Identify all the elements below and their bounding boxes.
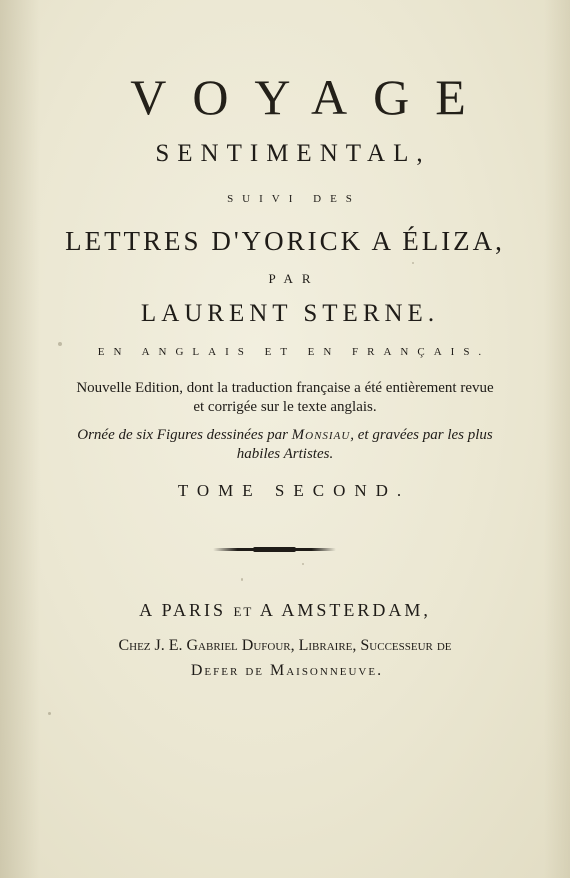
place-et: ET <box>233 604 254 619</box>
suivi-des-line: SUIVI DES <box>227 193 361 205</box>
illustration-note-line-2: habiles Artistes. <box>236 446 334 462</box>
par-line: PAR <box>268 271 320 286</box>
predecessor-line: Defer de Maisonneuve. <box>190 662 384 679</box>
paper-speck <box>58 342 62 346</box>
languages-line: EN ANGLAIS ET EN FRANÇAIS. <box>97 346 491 358</box>
book-title: VOYAGE <box>130 69 492 125</box>
author-name: LAURENT STERNE. <box>140 300 440 327</box>
paper-speck <box>48 712 51 715</box>
volume-label: TOME SECOND. <box>177 481 411 500</box>
illustration-note-text-b: , et gravées par les plus <box>350 427 493 443</box>
paper-speck <box>241 578 243 581</box>
place-paris: A PARIS <box>139 600 234 620</box>
edition-note-line-2: et corrigée sur le texte anglais. <box>193 399 377 415</box>
illustration-note-text-a: Ornée de six Figures dessinées par <box>77 427 292 443</box>
edition-note-line-1: Nouvelle Edition, dont la traduction française a été entièrement revue <box>76 380 494 396</box>
lettres-line: LETTRES D'YORICK A ÉLIZA, <box>65 226 505 256</box>
illustrator-name: Monsiau <box>291 427 351 443</box>
book-subtitle: SENTIMENTAL, <box>155 140 431 167</box>
illustration-note-line-1 <box>0 427 570 444</box>
ornamental-rule <box>213 548 336 551</box>
imprint-place <box>0 600 570 621</box>
publisher-line: Chez J. E. Gabriel Dufour, Libraire, Successeur de <box>118 637 452 654</box>
place-amsterdam: A AMSTERDAM, <box>253 600 431 620</box>
paper-speck <box>412 262 414 264</box>
paper-speck <box>302 563 304 565</box>
